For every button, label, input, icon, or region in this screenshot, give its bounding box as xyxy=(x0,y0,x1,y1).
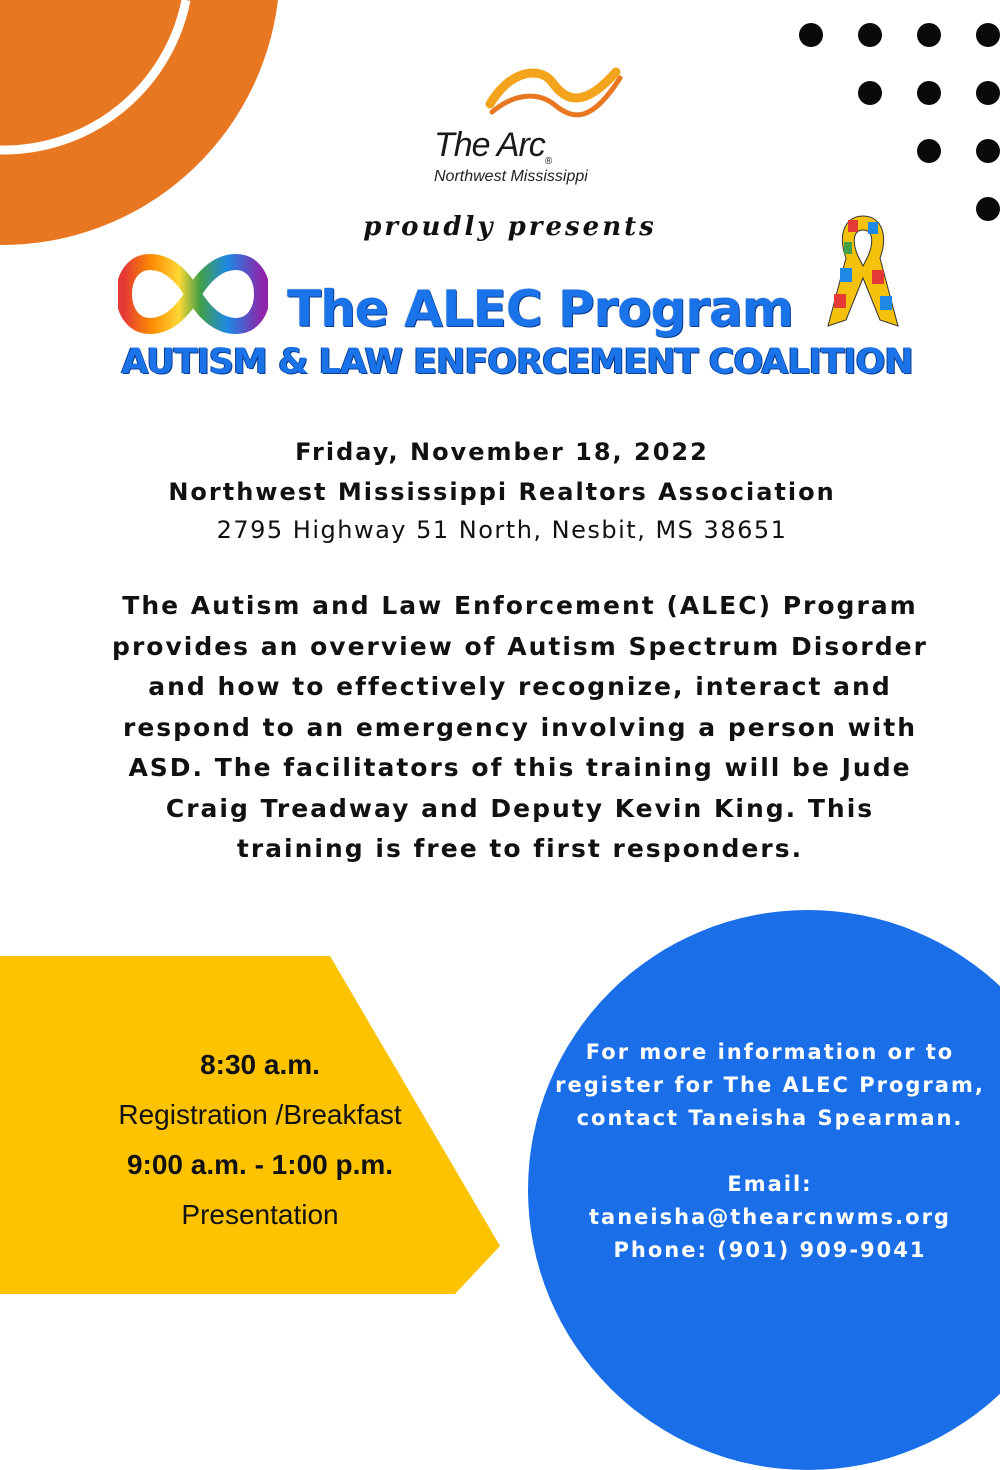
program-title: The ALEC Program xyxy=(287,280,793,338)
event-venue: Northwest Mississippi Realtors Association xyxy=(168,478,836,506)
email-address[interactable]: taneisha@thearcnwms.org xyxy=(589,1205,951,1229)
event-address: 2795 Highway 51 North, Nesbit, MS 38651 xyxy=(216,516,788,544)
schedule-time-presentation: 9:00 a.m. - 1:00 p.m. xyxy=(126,1149,394,1180)
dot xyxy=(858,81,882,105)
description-line: ASD. The facilitators of this training will be Jude xyxy=(128,753,912,782)
description-line: provides an overview of Autism Spectrum Disorder xyxy=(112,631,928,661)
contact-text-line: contact Taneisha Spearman. xyxy=(576,1106,964,1130)
description-line: respond to an emergency involving a person with xyxy=(123,712,917,742)
logo-name: The Arc$_®$ xyxy=(434,126,552,167)
schedule-label-registration: Registration /Breakfast xyxy=(118,1099,402,1130)
dot xyxy=(976,81,1000,105)
contact-info xyxy=(540,1036,1000,1267)
schedule xyxy=(100,1040,420,1240)
contact-text-line: For more information or to xyxy=(585,1040,955,1064)
description-line: training is free to first responders. xyxy=(236,834,804,863)
event-date: Friday, November 18, 2022 xyxy=(295,438,709,466)
program-description xyxy=(80,586,960,870)
phone-number[interactable]: Phone: (901) 909-9041 xyxy=(613,1238,927,1262)
contact-text-line: register for The ALEC Program, xyxy=(555,1073,985,1097)
description-line: The Autism and Law Enforcement (ALEC) Program xyxy=(122,591,918,620)
arc-swoosh-icon xyxy=(480,62,630,132)
dot xyxy=(858,23,882,47)
logo-subtitle: Northwest Mississippi xyxy=(434,168,588,185)
description-line: Craig Treadway and Deputy Kevin King. This xyxy=(165,793,875,823)
program-subtitle: AUTISM & LAW ENFORCEMENT COALITION xyxy=(121,342,913,382)
presents-tagline: proudly presents xyxy=(363,212,657,242)
dot xyxy=(976,139,1000,163)
dot xyxy=(976,23,1000,47)
dot xyxy=(917,23,941,47)
dot xyxy=(917,139,941,163)
dot xyxy=(799,23,823,47)
description-line: and how to effectively recognize, interact and xyxy=(148,672,892,701)
email-label: Email: xyxy=(727,1172,813,1196)
schedule-label-presentation: Presentation xyxy=(181,1199,339,1230)
arc-logo xyxy=(400,62,640,192)
schedule-time-registration: 8:30 a.m. xyxy=(200,1049,320,1080)
dot xyxy=(917,81,941,105)
